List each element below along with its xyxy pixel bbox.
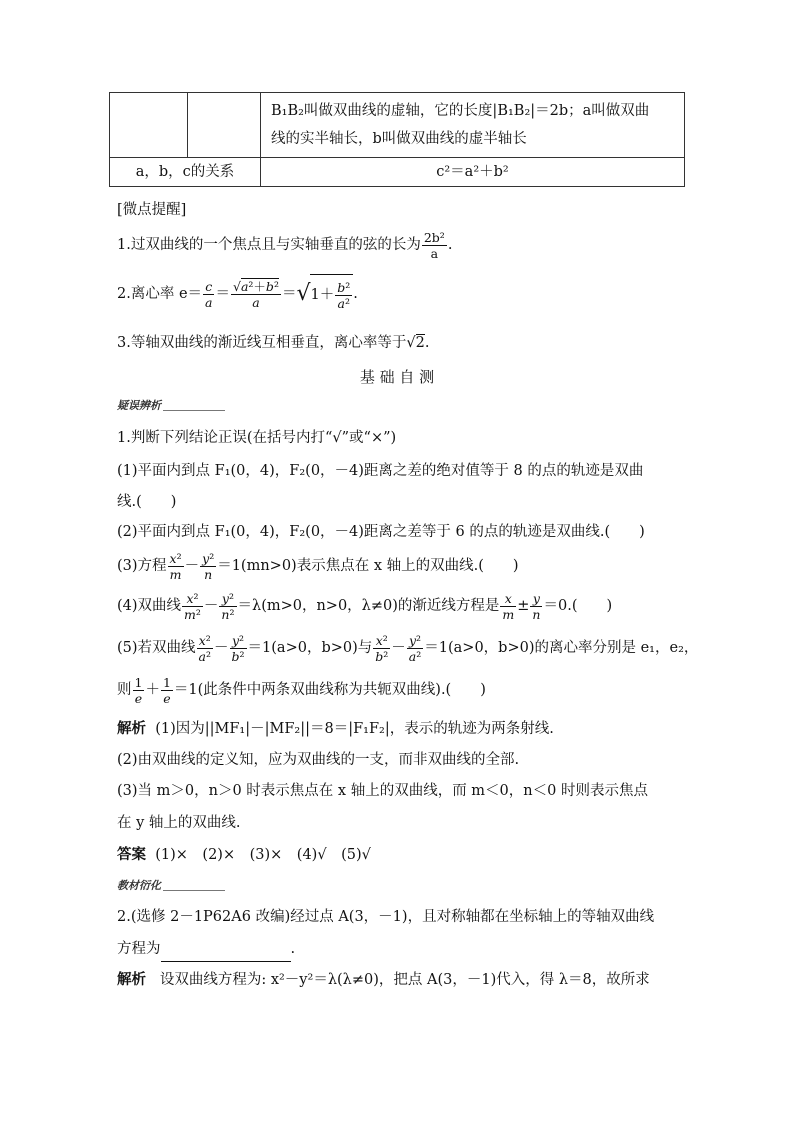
section-title: 基 础 自 测 [359, 368, 435, 386]
q1-statement-5-line-2: 则 $\frac{1}{e}$ ＋ $\frac{1}{e}$ ＝1(此条件中两条双曲线称为共轭双曲线).( ) [117, 674, 486, 706]
fraction-c-over-a: $\frac{c}{a}$ [205, 278, 213, 310]
tip-1-text: 1.过双曲线的一个焦点且与实轴垂直的弦的长为 [117, 237, 421, 253]
q2-line-2-suffix: . [290, 941, 296, 957]
tip-2: 2.离心率 e＝ $\frac{c}{a}$ ＝ $\frac{\text{√a²＋b²}}{a}$ ＝√1＋ $\frac{\text{b²}}{\text{a²}}$ . [117, 274, 358, 314]
answer-line [117, 845, 371, 865]
q1-statement-1-line-1: (1)平面内到点 F₁(0，4)，F₂(0，－4)距离之差的绝对值等于 8 的点的轨迹是双曲 [117, 463, 644, 479]
tip-3-value: 2 [415, 335, 425, 351]
q1-statement-3: (3)方程 $\frac{\text{x²}}{m}$ － $\frac{\text{y²}}{n}$ ＝1(mn>0)表示焦点在 x 轴上的双曲线.( ) [117, 550, 519, 582]
abc-relation-value: c²＝a²＋b² [261, 158, 685, 187]
sqrt-expression: √1＋ $\frac{\text{b²}}{\text{a²}}$ [296, 274, 353, 314]
tag-error-analysis [117, 397, 225, 413]
q2-analysis [117, 970, 650, 990]
imaginary-axis-line-2: 线的实半轴长，b叫做双曲线的虚半轴长 [271, 131, 527, 147]
a1-line-1-text: (1)因为||MF₁|－|MF₂||＝8＝|F₁F₂|，表示的轨迹为两条射线. [155, 721, 554, 737]
q2-line-2-prefix: 方程为 [117, 941, 161, 957]
fraction-denominator: a [430, 245, 439, 261]
imaginary-axis-line-1: B₁B₂叫做双曲线的虚轴，它的长度|B₁B₂|＝2b；a叫做双曲 [271, 103, 650, 119]
analysis-label: 解析 [117, 720, 146, 737]
tip-3-text: 3.等轴双曲线的渐近线互相垂直，离心率等于 [117, 335, 407, 351]
a1-line-2: (2)由双曲线的定义知，应为双曲线的一支，而非双曲线的全部. [117, 752, 520, 768]
q1-statement-5: (5)若双曲线 $\frac{\text{x²}}{\text{a²}}$ － $\frac{\text{y²}}{\text{b²}}$ ＝1(a>0，b>0)与 $\frac{\text{x²}}{\text{b²}}$ － $\frac{\text{y²}}{\text{a²}}$ ＝1(a>0，b>0)的离心率分别是 e₁，e₂， [117, 632, 699, 664]
table-row [110, 93, 685, 158]
analysis-label: 解析 [117, 971, 146, 988]
tip-2-prefix: 2.离心率 e＝ [117, 286, 203, 302]
q1-s5-mid1: ＝1(a>0，b>0)与 [247, 640, 373, 656]
q1-s4-suffix: ＝0.( ) [543, 598, 613, 614]
tag-rule [163, 409, 225, 411]
q1-s3-prefix: (3)方程 [117, 558, 167, 574]
a1-line-4: 在 y 轴上的双曲线. [117, 815, 241, 831]
q1-s4-mid: ＝λ(m>0，n>0，λ≠0)的渐近线方程是 [237, 598, 500, 614]
q1-s4-prefix: (4)双曲线 [117, 598, 182, 614]
q1-s5-prefix: (5)若双曲线 [117, 640, 196, 656]
tag-textbook-variation-label: 教材衍化 [117, 879, 161, 892]
tip-3: 3.等轴双曲线的渐近线互相垂直，离心率等于√2. [117, 335, 430, 351]
q1-s5-mid2: ＝1(a>0，b>0)的离心率分别是 e₁，e₂， [424, 640, 699, 656]
fraction-numerator: 2b² [423, 229, 445, 245]
answer-text: (1)× (2)× (3)× (4)√ (5)√ [155, 847, 371, 863]
q2-line-1: 2.(选修 2－1P62A6 改编)经过点 A(3，－1)，且对称轴都在坐标轴上的等轴双曲线 [117, 909, 655, 925]
answer-label: 答案 [117, 846, 146, 863]
q1-s3-suffix: ＝1(mn>0)表示焦点在 x 轴上的双曲线.( ) [217, 558, 519, 574]
table-row [110, 158, 685, 187]
q1-statement-4: (4)双曲线 $\frac{\text{x²}}{\text{m²}}$ － $\frac{\text{y²}}{\text{n²}}$ ＝λ(m>0，n>0，λ≠0)的渐近线方程是 $\frac{x}{m}$ ± $\frac{y}{n}$ ＝0.( ) [117, 590, 613, 622]
abc-relation-label: a，b，c的关系 [110, 158, 261, 187]
q1-statement-2: (2)平面内到点 F₁(0，4)，F₂(0，－4)距离之差等于 6 的点的轨迹是双曲线.( ) [117, 524, 645, 540]
tips-heading: [微点提醒] [117, 202, 187, 218]
q1-s5-line2-suffix: ＝1(此条件中两条双曲线称为共轭双曲线).( ) [173, 682, 486, 698]
q1-statement-1-line-2: 线.( ) [117, 494, 177, 510]
q2-line-2 [117, 939, 295, 962]
tag-textbook-variation [117, 877, 225, 893]
answer-blank [161, 941, 291, 962]
tip-1: 1.过双曲线的一个焦点且与实轴垂直的弦的长为 $\frac{\text{2b²}}{a}$ . [117, 229, 453, 261]
a1-line-1 [117, 719, 554, 739]
hyperbola-property-table [109, 92, 685, 187]
q1-stem: 1.判断下列结论正误(在括号内打“√”或“×”) [117, 430, 397, 446]
a1-line-3: (3)当 m＞0，n＞0 时表示焦点在 x 轴上的双曲线，而 m＜0，n＜0 时则表示焦点 [117, 783, 648, 799]
tag-rule [163, 889, 225, 891]
tag-error-analysis-label: 疑误辨析 [117, 399, 161, 412]
table-cell-imaginary-axis [261, 93, 685, 158]
table-cell-empty-2 [188, 93, 261, 158]
q2-analysis-text: 设双曲线方程为: x²－y²＝λ(λ≠0)，把点 A(3，－1)代入，得 λ＝8，故所求 [159, 972, 650, 988]
q1-s5-line2-prefix: 则 [117, 682, 132, 698]
table-cell-empty-1 [110, 93, 188, 158]
chord-length-fraction [422, 230, 447, 261]
fraction-sqrt-over-a: $\frac{\text{√a²＋b²}}{a}$ [232, 278, 279, 310]
